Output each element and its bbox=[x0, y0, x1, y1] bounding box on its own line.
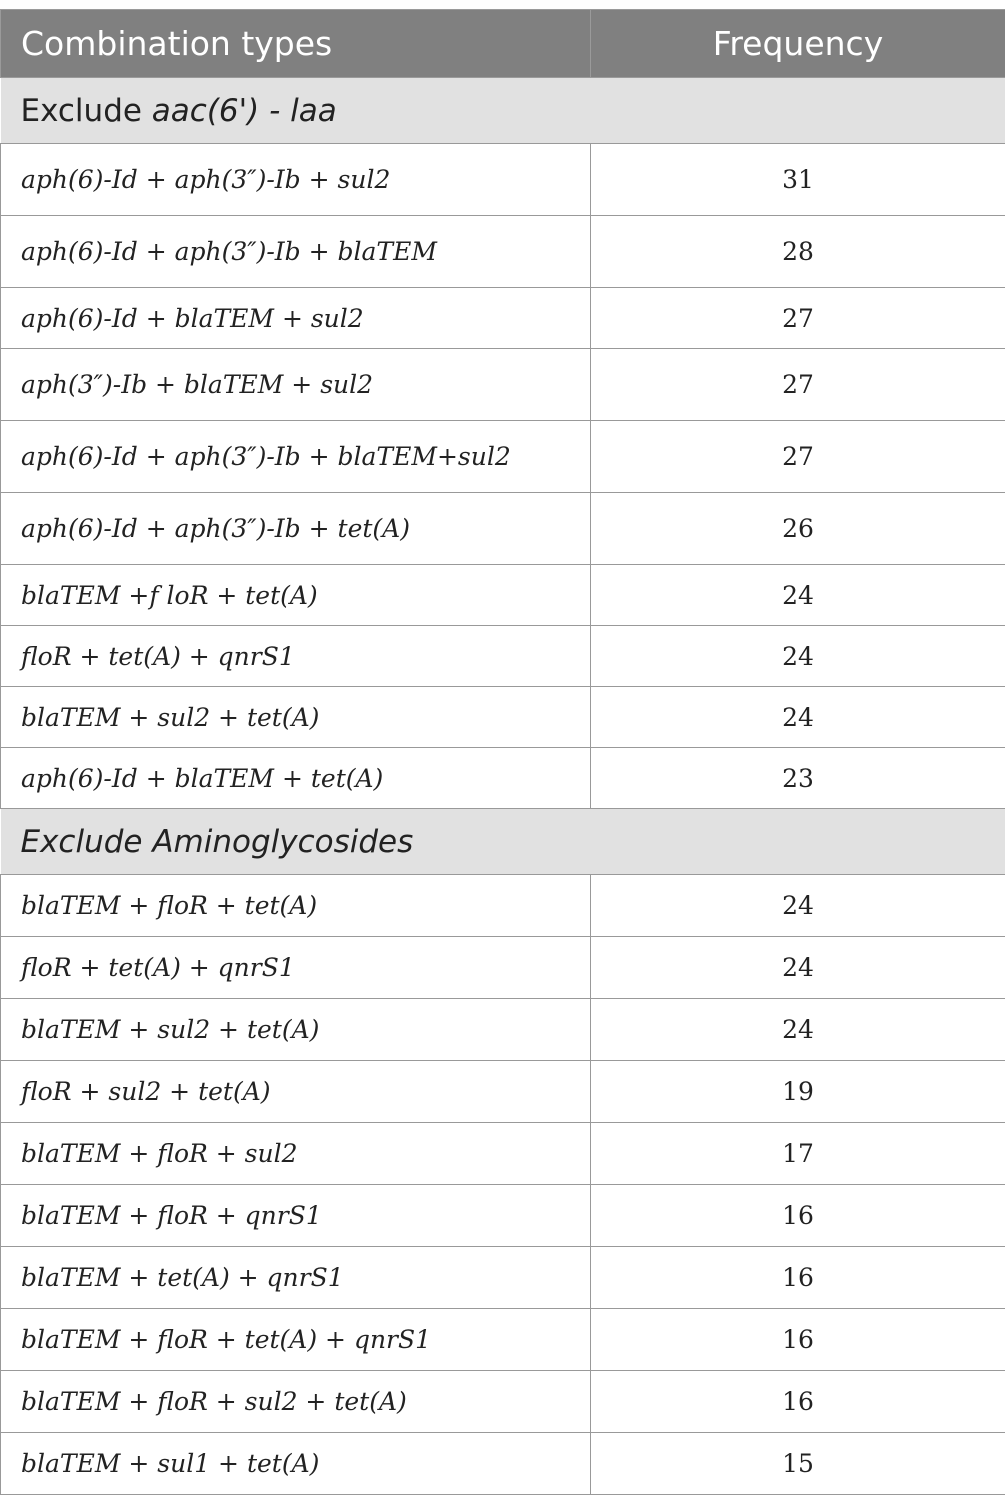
combination-cell: floR + tet(A) + qnrS1 bbox=[1, 937, 591, 999]
section-title: Exclude Aminoglycosides bbox=[1, 809, 1005, 875]
combination-cell: blaTEM + sul1 + tet(A) bbox=[1, 1433, 591, 1495]
section-title-plain: Exclude bbox=[20, 92, 152, 129]
frequency-cell: 27 bbox=[591, 349, 1005, 421]
column-header-combination: Combination types bbox=[1, 10, 591, 78]
frequency-cell: 27 bbox=[591, 421, 1005, 493]
frequency-cell: 24 bbox=[591, 626, 1005, 687]
combination-cell: blaTEM + floR + sul2 + tet(A) bbox=[1, 1371, 591, 1433]
frequency-cell: 24 bbox=[591, 937, 1005, 999]
frequency-cell: 15 bbox=[591, 1433, 1005, 1495]
table-row bbox=[1, 1185, 1005, 1247]
combination-cell: blaTEM + floR + tet(A) bbox=[1, 875, 591, 937]
table-row bbox=[1, 748, 1005, 809]
section-title bbox=[1, 78, 1005, 144]
combination-cell: aph(6)-Id + aph(3″)-Ib + blaTEM+sul2 bbox=[1, 421, 591, 493]
combination-cell: blaTEM + floR + qnrS1 bbox=[1, 1185, 591, 1247]
combination-cell: aph(6)-Id + aph(3″)-Ib + sul2 bbox=[1, 144, 591, 216]
combination-cell: blaTEM + sul2 + tet(A) bbox=[1, 999, 591, 1061]
combination-cell: aph(6)-Id + aph(3″)-Ib + blaTEM bbox=[1, 216, 591, 288]
table-row bbox=[1, 687, 1005, 748]
frequency-cell: 24 bbox=[591, 687, 1005, 748]
combination-cell: floR + tet(A) + qnrS1 bbox=[1, 626, 591, 687]
table-row bbox=[1, 1061, 1005, 1123]
combination-cell: aph(3″)-Ib + blaTEM + sul2 bbox=[1, 349, 591, 421]
combination-cell: aph(6)-Id + blaTEM + tet(A) bbox=[1, 748, 591, 809]
frequency-cell: 23 bbox=[591, 748, 1005, 809]
table-row bbox=[1, 493, 1005, 565]
combination-cell: blaTEM + floR + tet(A) + qnrS1 bbox=[1, 1309, 591, 1371]
table-row bbox=[1, 1309, 1005, 1371]
section-header-exclude-aminoglycosides bbox=[1, 809, 1005, 875]
table-row bbox=[1, 999, 1005, 1061]
table-row bbox=[1, 875, 1005, 937]
frequency-cell: 24 bbox=[591, 999, 1005, 1061]
table-row bbox=[1, 626, 1005, 687]
table-row bbox=[1, 144, 1005, 216]
frequency-cell: 27 bbox=[591, 288, 1005, 349]
column-header-frequency: Frequency bbox=[591, 10, 1005, 78]
table-row bbox=[1, 1433, 1005, 1495]
combination-cell: aph(6)-Id + aph(3″)-Ib + tet(A) bbox=[1, 493, 591, 565]
table-row bbox=[1, 216, 1005, 288]
frequency-cell: 16 bbox=[591, 1309, 1005, 1371]
table-row bbox=[1, 1123, 1005, 1185]
frequency-cell: 16 bbox=[591, 1371, 1005, 1433]
table-header-row bbox=[1, 10, 1005, 78]
table-row bbox=[1, 1247, 1005, 1309]
frequency-cell: 26 bbox=[591, 493, 1005, 565]
combination-cell: blaTEM + sul2 + tet(A) bbox=[1, 687, 591, 748]
combination-frequency-table bbox=[0, 9, 1005, 1495]
frequency-cell: 16 bbox=[591, 1247, 1005, 1309]
combination-cell: blaTEM +f loR + tet(A) bbox=[1, 565, 591, 626]
frequency-cell: 24 bbox=[591, 875, 1005, 937]
combination-cell: aph(6)-Id + blaTEM + sul2 bbox=[1, 288, 591, 349]
section-header-exclude-aac bbox=[1, 78, 1005, 144]
frequency-cell: 31 bbox=[591, 144, 1005, 216]
combination-cell: blaTEM + tet(A) + qnrS1 bbox=[1, 1247, 591, 1309]
table-row bbox=[1, 1371, 1005, 1433]
table-row bbox=[1, 288, 1005, 349]
frequency-cell: 28 bbox=[591, 216, 1005, 288]
table-row bbox=[1, 421, 1005, 493]
table-row bbox=[1, 349, 1005, 421]
combination-cell: floR + sul2 + tet(A) bbox=[1, 1061, 591, 1123]
table-row bbox=[1, 565, 1005, 626]
frequency-cell: 17 bbox=[591, 1123, 1005, 1185]
combination-cell: blaTEM + floR + sul2 bbox=[1, 1123, 591, 1185]
frequency-cell: 16 bbox=[591, 1185, 1005, 1247]
table-row bbox=[1, 937, 1005, 999]
section-title-italic: aac(6') - laa bbox=[151, 92, 337, 129]
frequency-cell: 24 bbox=[591, 565, 1005, 626]
frequency-cell: 19 bbox=[591, 1061, 1005, 1123]
